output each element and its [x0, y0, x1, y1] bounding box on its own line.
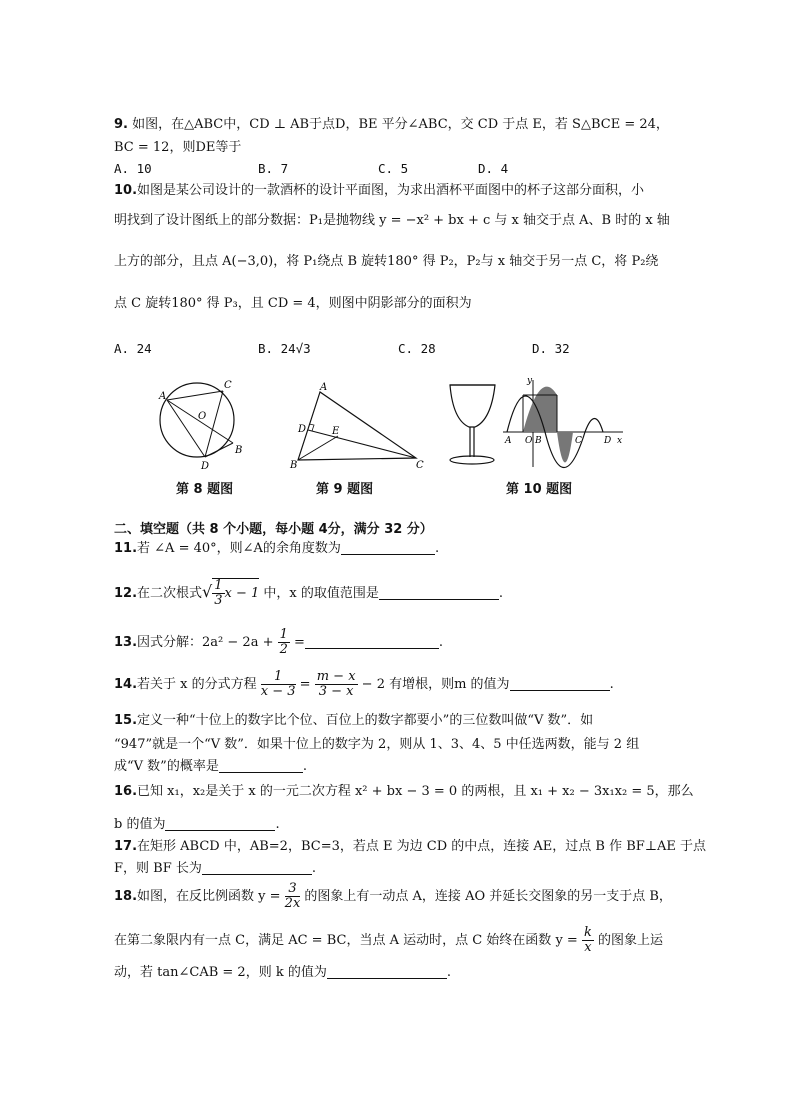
q15-text3: 成“V 数”的概率是: [114, 759, 219, 774]
q18-f2-den: x: [584, 940, 592, 955]
q10-text1: 如图是某公司设计的一款酒杯的设计平面图，为求出酒杯平面图中的杯子这部分面积，小: [137, 183, 645, 198]
q16-line2: b 的值为 .: [114, 817, 280, 832]
q14-answer-blank[interactable]: [510, 676, 610, 691]
q9-option-b: B. 7: [258, 161, 289, 176]
fig10-label-b: B: [535, 436, 542, 446]
section-2-title: 二、填空题（共 8 个小题，每小题 4分，满分 32 分）: [114, 522, 433, 537]
fig9-label-d: D: [298, 424, 307, 435]
fig10-label-a: A: [505, 436, 512, 446]
q12-pre: 在二次根式: [137, 586, 203, 601]
q9-option-c: C. 5: [378, 161, 409, 176]
fig8-label-a: A: [159, 391, 167, 402]
fig10-glass-bowl: [450, 385, 495, 427]
fig8-line-db: [205, 443, 233, 457]
q14-f1-num: 1: [261, 670, 296, 685]
q11-number: 11.: [114, 541, 138, 556]
q16-number: 16.: [114, 784, 138, 799]
q10-option-c: C. 28: [398, 341, 436, 356]
q12-post: 中，x 的取值范围是: [259, 586, 379, 601]
q17-line2: F，则 BF 长为 .: [114, 861, 316, 876]
fig8-label-c: C: [224, 380, 232, 391]
q14-f2-num: m − x: [316, 669, 356, 684]
q10-option-d: D. 32: [532, 341, 570, 356]
q13-answer-blank[interactable]: [305, 634, 439, 649]
q10-number: 10.: [114, 183, 138, 198]
q18-answer-blank[interactable]: [327, 964, 447, 979]
q14-number: 14.: [114, 677, 138, 692]
q13-number: 13.: [114, 635, 138, 650]
q9-option-d: D. 4: [478, 161, 509, 176]
q18-pre: 如图，在反比例函数 y =: [137, 889, 285, 904]
fig10-glass-base: [450, 456, 494, 464]
figure-8-diagram: [150, 375, 250, 475]
fig10-label-o: O: [525, 436, 533, 446]
q18-text3: 动，若 tan∠CAB = 2，则 k 的值为: [114, 965, 327, 980]
q14-eq: =: [295, 677, 315, 692]
fig8-line-cd: [205, 391, 223, 457]
q18-f1-num: 3: [285, 882, 301, 897]
q14-pre: 若关于 x 的分式方程: [137, 677, 261, 692]
q9-line2: BC = 12，则DE等于: [114, 140, 242, 155]
q18-line2: [114, 924, 663, 958]
q17-answer-blank[interactable]: [202, 860, 312, 875]
figure-10-diagram: [445, 375, 630, 470]
q9-line1: [114, 116, 669, 134]
q18-line1: [114, 880, 672, 914]
q13-post: =: [289, 635, 305, 650]
q13-frac-den: 2: [279, 642, 288, 657]
q9-option-a: A. 10: [114, 161, 152, 176]
q15-number: 15.: [114, 713, 138, 728]
fig9-label-e: E: [332, 426, 340, 437]
q17-line1: [114, 838, 706, 856]
q16-text2: b 的值为: [114, 817, 166, 832]
fig10-label-c: C: [575, 436, 582, 446]
q14-post: − 2 有增根，则m 的值为: [357, 677, 510, 692]
q18-line2-post: 的图象上运: [593, 933, 663, 948]
q18-fraction-1: [285, 882, 301, 911]
fig10-label-x: x: [617, 436, 623, 446]
fig8-label-b: B: [235, 445, 243, 456]
fig8-label-d: D: [201, 461, 210, 472]
q18-f2-num: k: [583, 925, 592, 940]
q13-pre: 因式分解：2a² − 2a +: [137, 635, 278, 650]
q9-number: 9.: [114, 117, 128, 132]
q13-fraction: [278, 628, 290, 657]
q15-text1: 定义一种“十位上的数字比个位、百位上的数字都要小”的三位数叫做“V 数”．如: [137, 713, 594, 728]
q10-line4: 点 C 旋转180° 得 P₃，且 CD = 4，则图中阴影部分的面积为: [114, 296, 472, 311]
q10-option-a: A. 24: [114, 341, 152, 356]
q9-text: 如图，在△ABC中，CD ⊥ AB于点D，BE 平分∠ABC，交 CD 于点 E，若 S△BCE = 24，: [127, 117, 669, 132]
fig9-label-a: A: [320, 382, 328, 393]
q11-line: 11.若 ∠A = 40°，则∠A的余角度数为 .: [114, 541, 440, 556]
q11-text: 若 ∠A = 40°，则∠A的余角度数为: [137, 541, 341, 556]
q12-radicand-fraction: [212, 579, 224, 608]
q17-text1: 在矩形 ABCD 中，AB=2，BC=3，若点 E 为边 CD 的中点，连接 AE，过点 B 作 BF⊥AE 于点: [137, 839, 707, 854]
q15-line2: “947”就是一个“V 数”．如果十位上的数字为 2，则从 1、3、4、5 中任选两数，能与 2 组: [114, 737, 640, 752]
q17-number: 17.: [114, 839, 138, 854]
q10-option-b: B. 24√3: [258, 341, 311, 356]
figure-9-caption: 第 9 题图: [316, 482, 374, 497]
q18-number: 18.: [114, 889, 138, 904]
q12-radicand-num: 1: [214, 578, 223, 593]
q12-answer-blank[interactable]: [379, 585, 499, 600]
q10-line2: 明找到了设计图纸上的部分数据：P₁是抛物线 y = −x² + bx + c 与 x 轴交于点 A、B 时的 x 轴: [114, 213, 670, 228]
q15-line1: [114, 712, 593, 730]
figure-8-caption: 第 8 题图: [176, 482, 234, 497]
q12-radicand-den: 3: [214, 593, 223, 608]
q12-radicand: [212, 578, 259, 608]
q10-line3: 上方的部分，且点 A(−3,0)，将 P₁绕点 B 旋转180° 得 P₂，P₂与 x 轴交于另一点 C，将 P₂绕: [114, 254, 659, 269]
fig10-label-d: D: [604, 436, 612, 446]
q14-line: 14.若关于 x 的分式方程 $\frac{1}{x - 3}$ = $\frac{m - x}{3 - x}$ − 2 有增根，则m 的值为 .: [114, 669, 614, 699]
fig8-label-o: O: [198, 411, 207, 422]
q11-answer-blank[interactable]: [341, 540, 435, 555]
q15-line3: 成“V 数”的概率是 .: [114, 759, 307, 774]
q18-line2-pre: 在第二象限内有一点 C，满足 AC = BC，当点 A 运动时，点 C 始终在函数 y =: [114, 933, 582, 948]
fig8-line-ac: [167, 391, 223, 400]
figure-9-diagram: [288, 380, 428, 470]
q12-number: 12.: [114, 586, 138, 601]
q14-f2-den: 3 − x: [318, 684, 354, 699]
q18-f1-den: 2x: [284, 896, 301, 911]
q14-f1-den: x − 3: [260, 684, 296, 699]
fig10-label-y: y: [527, 376, 533, 386]
q17-text2: F，则 BF 长为: [114, 861, 202, 876]
q18-line3: 动，若 tan∠CAB = 2，则 k 的值为 .: [114, 965, 451, 980]
q16-text1: 已知 x₁，x₂是关于 x 的一元二次方程 x² + bx − 3 = 0 的两根，且 x₁ + x₂ − 3x₁x₂ = 5，那么: [137, 784, 694, 799]
q15-answer-blank[interactable]: [219, 758, 303, 773]
q14-fraction-1: [261, 670, 296, 699]
q16-answer-blank[interactable]: [165, 816, 275, 831]
fig9-label-b: B: [290, 460, 298, 471]
figure-10-caption: 第 10 题图: [506, 482, 573, 497]
q12-line: 12.在二次根式√ $\frac{1}{3}$ x − 1 中，x 的取值范围是 .: [114, 578, 504, 608]
q18-post1: 的图象上有一动点 A，连接 AO 并延长交图象的另一支于点 B，: [300, 889, 672, 904]
q10-line1: [114, 182, 644, 200]
q13-line: 13.因式分解：2a² − 2a + $\frac{1}{2}$ = .: [114, 627, 444, 657]
fig9-label-c: C: [416, 460, 424, 471]
q16-line1: [114, 783, 694, 801]
q13-frac-num: 1: [279, 627, 288, 642]
q18-fraction-2: [582, 926, 594, 955]
q14-fraction-2: [315, 670, 358, 699]
q12-radicand-tail: x − 1: [224, 586, 260, 601]
q12-radical-sign: √: [202, 582, 213, 601]
